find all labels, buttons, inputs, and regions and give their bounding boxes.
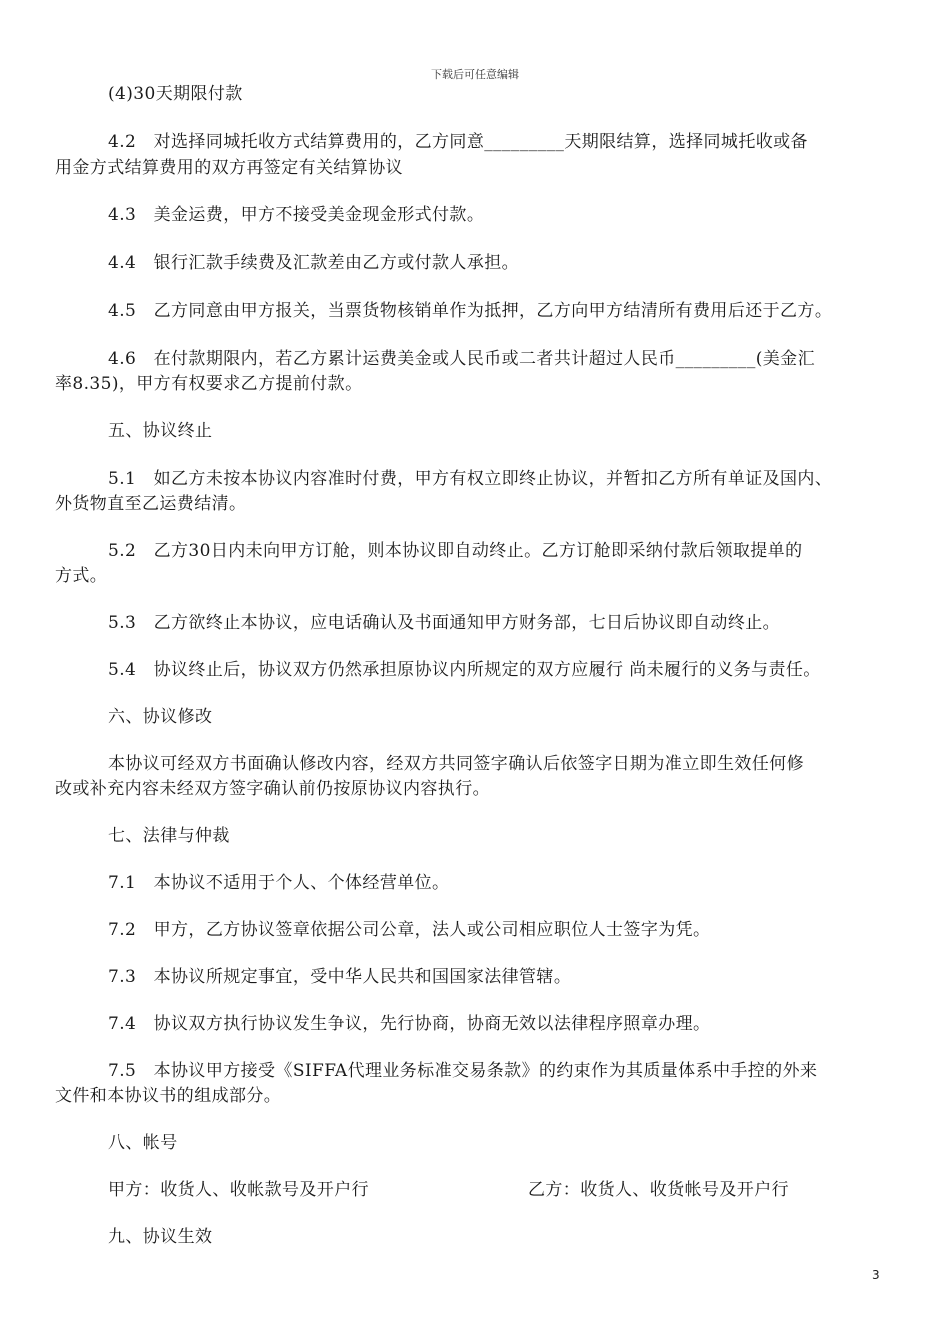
clause-4-2-line-2: 用金方式结算费用的双方再签定有关结算协议 [55,158,403,178]
clause-5-2-line-1: 5.2 乙方30日内未向甲方订舱，则本协议即自动终止。乙方订舱即采纳付款后领取提单的 [108,541,803,561]
clause-7-5-line-2: 文件和本协议书的组成部分。 [55,1086,282,1106]
clause-7-3: 7.3 本协议所规定事宜，受中华人民共和国国家法律管辖。 [108,967,572,987]
section-9-heading: 九、协议生效 [108,1227,213,1247]
section-6-body-line-2: 改或补充内容未经双方签字确认前仍按原协议内容执行。 [55,779,490,799]
section-8-heading: 八、帐号 [108,1133,178,1153]
header-note: 下载后可任意编辑 [431,68,519,81]
clause-7-5-line-1: 7.5 本协议甲方接受《SIFFA代理业务标准交易条款》的约束作为其质量体系中手控的外来 [108,1061,818,1081]
account-party-b: 乙方：收货人、收货帐号及开户行 [528,1180,789,1200]
section-6-heading: 六、协议修改 [108,707,213,727]
clause-4-2-line-1: 4.2 对选择同城托收方式结算费用的，乙方同意_________天期限结算，选择同城托收或备 [108,132,808,152]
section-6-body-line-1: 本协议可经双方书面确认修改内容，经双方共同签字确认后依签字日期为准立即生效任何修 [108,754,804,774]
payment-term-4: (4)30天期限付款 [108,84,243,104]
section-7-heading: 七、法律与仲裁 [108,826,230,846]
clause-5-1-line-1: 5.1 如乙方未按本协议内容准时付费，甲方有权立即终止协议，并暂扣乙方所有单证及国内、 [108,469,833,489]
account-party-a: 甲方：收货人、收帐款号及开户行 [108,1180,369,1200]
clause-5-1-line-2: 外货物直至乙运费结清。 [55,494,247,514]
page-number: 3 [872,1268,880,1282]
section-5-heading: 五、协议终止 [108,421,213,441]
clause-7-1: 7.1 本协议不适用于个人、个体经营单位。 [108,873,450,893]
clause-7-4: 7.4 协议双方执行协议发生争议，先行协商，协商无效以法律程序照章办理。 [108,1014,711,1034]
clause-7-2: 7.2 甲方，乙方协议签章依据公司公章，法人或公司相应职位人士签字为凭。 [108,920,711,940]
clause-4-6-line-1: 4.6 在付款期限内，若乙方累计运费美金或人民币或二者共计超过人民币_________(美金汇 [108,349,815,369]
clause-4-3: 4.3 美金运费，甲方不接受美金现金形式付款。 [108,205,485,225]
clause-4-6-line-2: 率8.35)，甲方有权要求乙方提前付款。 [55,374,363,394]
clause-5-2-line-2: 方式。 [55,566,108,586]
clause-5-3: 5.3 乙方欲终止本协议，应电话确认及书面通知甲方财务部，七日后协议即自动终止。 [108,613,781,633]
clause-4-4: 4.4 银行汇款手续费及汇款差由乙方或付款人承担。 [108,253,520,273]
clause-5-4: 5.4 协议终止后，协议双方仍然承担原协议内所规定的双方应履行 尚未履行的义务与责任。 [108,660,821,680]
clause-4-5: 4.5 乙方同意由甲方报关，当票货物核销单作为抵押，乙方向甲方结清所有费用后还于乙方。 [108,301,833,321]
